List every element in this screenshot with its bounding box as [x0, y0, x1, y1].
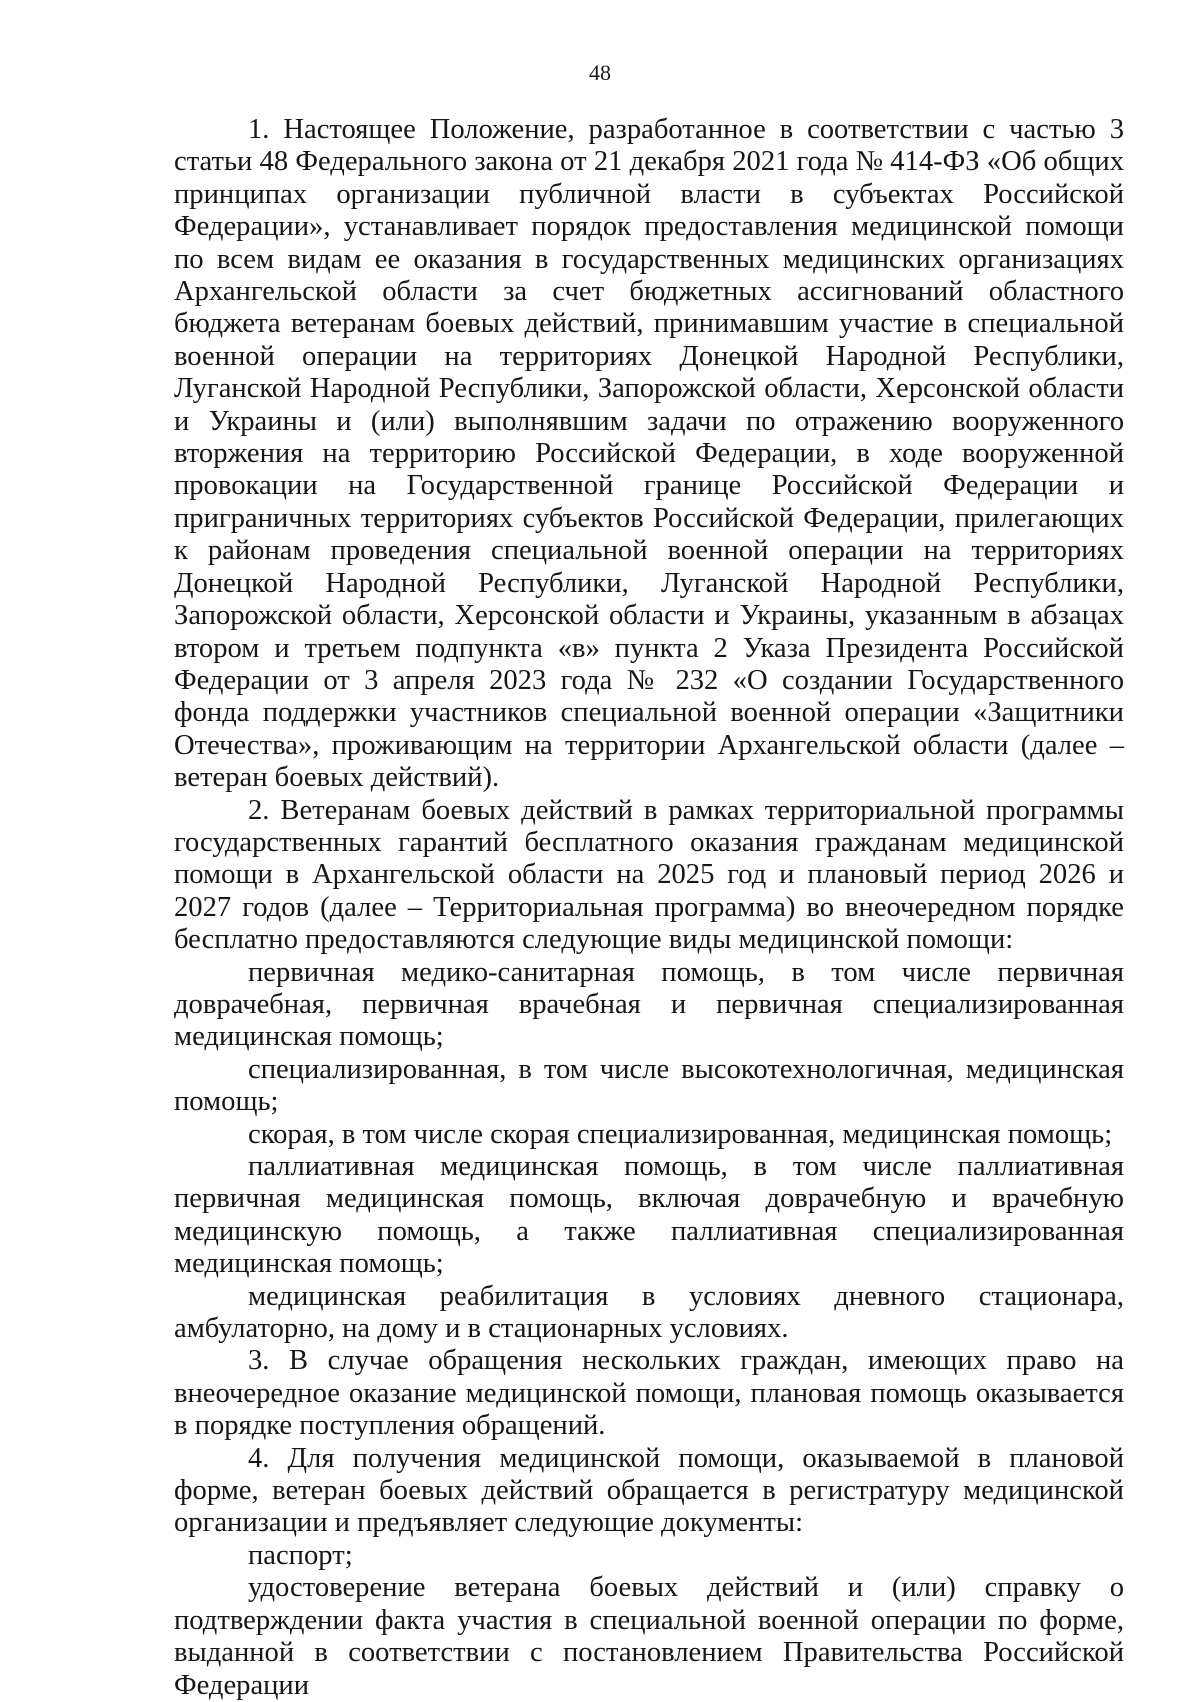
paragraph-3: 3. В случае обращения нескольких граждан, имеющих право на внеочередное оказание медицинской помощи, плановая помощь оказывается в порядке поступления обращений. [174, 1345, 1124, 1442]
list-item-emergency-care: скорая, в том числе скорая специализированная, медицинская помощь; [248, 1118, 1113, 1150]
list-item-primary-care: первичная медико-санитарная помощь, в том числе первичная доврачебная, первичная врачебная и первичная специализированная медицинская помощь; [174, 956, 1124, 1053]
document-body [174, 114, 1124, 1702]
paragraph-4: 4. Для получения медицинской помощи, оказываемой в плановой форме, ветеран боевых действий обращается в регистратуру медицинской организации и предъявляет следующие документы: [174, 1442, 1124, 1539]
paragraph-1: 1. Настоящее Положение, разработанное в соответствии с частью 3 статьи 48 Федерального закона от 21 декабря 2021 года № 414-ФЗ «Об общих принципах организации публичной власти в субъектах Российской Федерации», устанавливает порядок предоставления медицинской помощи по всем видам ее оказания в государственных медицинских организациях Архангельской области за счет бюджетных ассигнований областного бюджета ветеранам боевых действий, принимавшим участие в специальной военной операции на территориях Донецкой Народной Республики, Луганской Народной Республики, Запорожской области, Херсонской области и Украины и (или) выполнявшим задачи по отражению вооруженного вторжения на территорию Российской Федерации, в ходе вооруженной провокации на Государственной границе Российской Федерации и приграничных территориях субъектов Российской Федерации, прилегающих к районам проведения специальной военной операции на территориях Донецкой Народной Республики, Луганской Народной Республики, Запорожской области, Херсонской области и Украины, указанным в абзацах втором и третьем подпункта «в» пункта 2 Указа Президента Российской Федерации от 3 апреля 2023 года № 232 «О создании Государственного фонда поддержки участников специальной военной операции «Защитники Отечества», проживающим на территории Архангельской области (далее – ветеран боевых действий). [174, 114, 1124, 794]
page-number: 48 [589, 60, 611, 85]
list-item-veteran-certificate: удостоверение ветерана боевых действий и (или) справку о подтверждении факта участия в специальной военной операции по форме, выданной в соответствии с постановлением Правительства Российской Федерации [174, 1572, 1124, 1701]
list-item-palliative-care: паллиативная медицинская помощь, в том числе паллиативная первичная медицинская помощь, включая доврачебную и врачебную медицинскую помощь, а также паллиативная специализированная медицинская помощь; [174, 1151, 1124, 1280]
paragraph-2: 2. Ветеранам боевых действий в рамках территориальной программы государственных гарантий бесплатного оказания гражданам медицинской помощи в Архангельской области на 2025 год и плановый период 2026 и 2027 годов (далее – Территориальная программа) во внеочередном порядке бесплатно предоставляются следующие виды медицинской помощи: [174, 794, 1124, 956]
list-item-rehabilitation: медицинская реабилитация в условиях дневного стационара, амбулаторно, на дому и в стационарных условиях. [174, 1280, 1124, 1345]
list-item-specialized-care: специализированная, в том числе высокотехнологичная, медицинская помощь; [174, 1053, 1124, 1118]
list-item-passport: паспорт; [248, 1539, 353, 1571]
